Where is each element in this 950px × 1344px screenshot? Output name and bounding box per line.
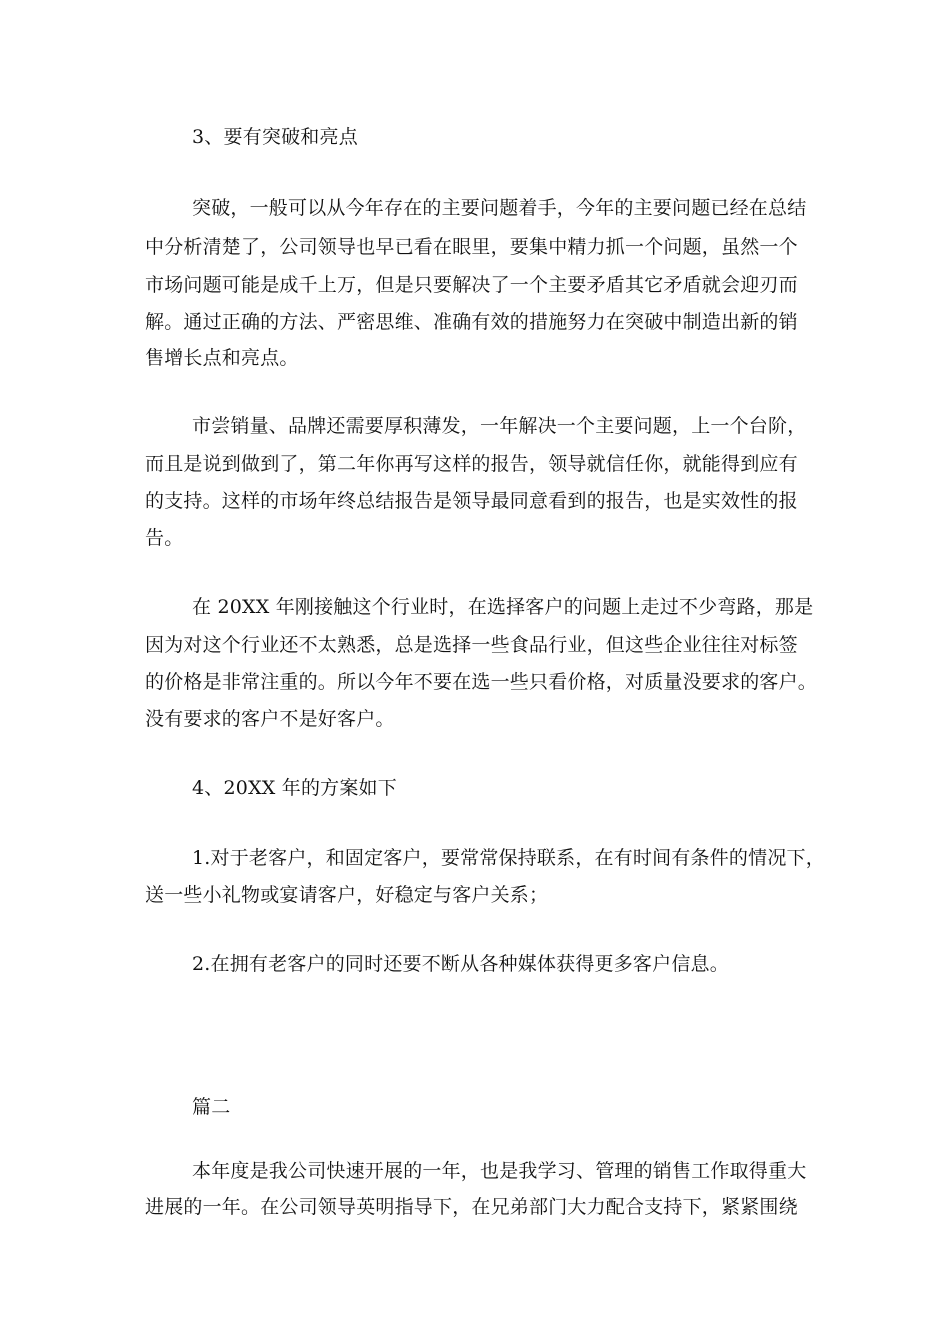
paragraph-line: 而且是说到做到了，第二年你再写这样的报告，领导就信任你，就能得到应有 [145, 453, 798, 475]
plan-item-line: 1.对于老客户，和固定客户，要常常保持联系，在有时间有条件的情况下， [192, 847, 825, 869]
heading-plan: 4、20XX 年的方案如下 [192, 777, 397, 799]
paragraph-line: 市场问题可能是成千上万，但是只要解决了一个主要矛盾其它矛盾就会迎刃而 [145, 274, 798, 296]
section-title: 篇二 [192, 1096, 231, 1118]
paragraph-line: 市尝销量、品牌还需要厚积薄发，一年解决一个主要问题，上一个台阶， [192, 415, 807, 437]
paragraph-line: 进展的一年。在公司领导英明指导下，在兄弟部门大力配合支持下，紧紧围绕 [145, 1196, 798, 1218]
plan-item-line: 2.在拥有老客户的同时还要不断从各种媒体获得更多客户信息。 [192, 953, 729, 975]
paragraph-line: 解。通过正确的方法、严密思维、准确有效的措施努力在突破中制造出新的销 [145, 311, 798, 333]
paragraph-line: 的支持。这样的市场年终总结报告是领导最同意看到的报告，也是实效性的报 [145, 490, 798, 512]
paragraph-line: 本年度是我公司快速开展的一年，也是我学习、管理的销售工作取得重大 [192, 1160, 807, 1182]
paragraph-line: 的价格是非常注重的。所以今年不要在选一些只看价格，对质量没要求的客户。 [145, 671, 818, 693]
heading-breakthrough: 3、要有突破和亮点 [192, 126, 358, 148]
paragraph-line: 因为对这个行业还不太熟悉，总是选择一些食品行业，但这些企业往往对标签 [145, 634, 798, 656]
paragraph-line: 中分析清楚了，公司领导也早已看在眼里，要集中精力抓一个问题，虽然一个 [145, 236, 798, 258]
paragraph-line: 没有要求的客户不是好客户。 [145, 708, 395, 730]
paragraph-line: 在 20XX 年刚接触这个行业时，在选择客户的问题上走过不少弯路，那是 [192, 596, 814, 618]
plan-item-line: 送一些小礼物或宴请客户，好稳定与客户关系； [145, 884, 549, 906]
paragraph-line: 突破，一般可以从今年存在的主要问题着手，今年的主要问题已经在总结 [192, 197, 807, 219]
paragraph-line: 售增长点和亮点。 [145, 347, 299, 369]
paragraph-line: 告。 [145, 527, 184, 549]
